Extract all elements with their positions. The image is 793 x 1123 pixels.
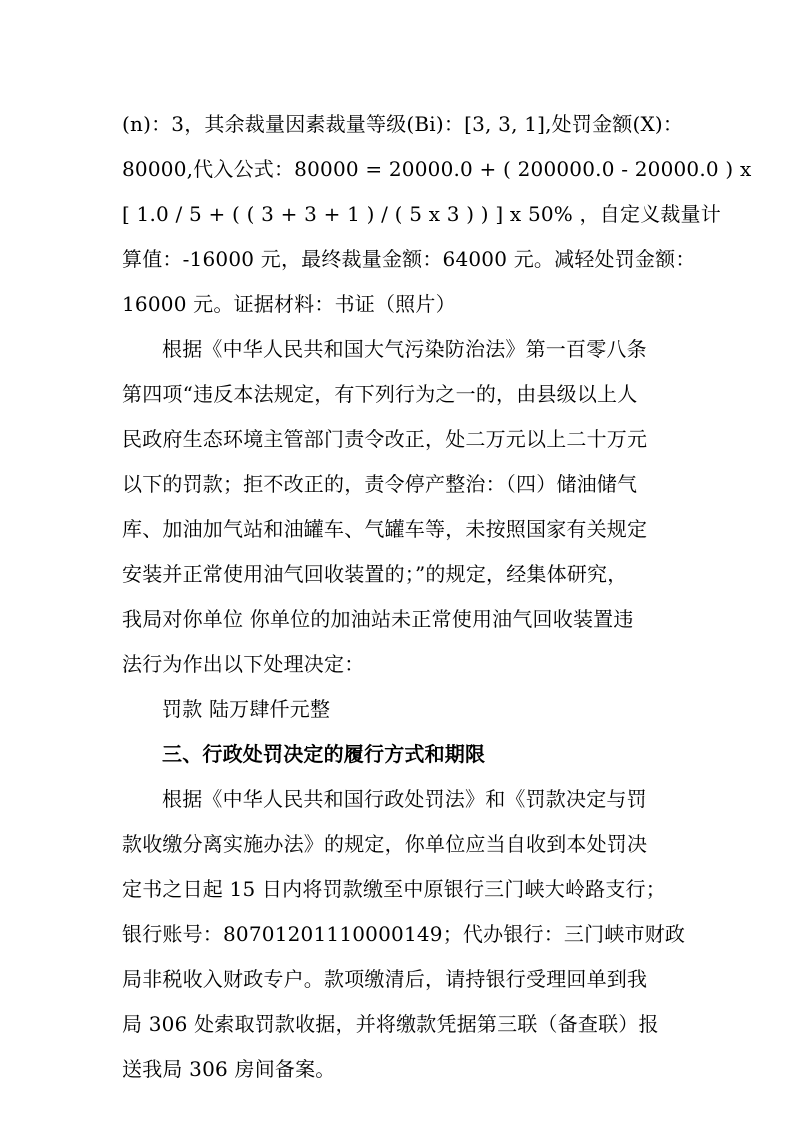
text-line: 算值：-16000 元，最终裁量金额：64000 元。减轻处罚金额： — [122, 247, 696, 271]
text-line: 局 306 处索取罚款收据，并将缴款凭据第三联（备查联）报 — [122, 1012, 659, 1036]
text-line: (n)：3，其余裁量因素裁量等级(Bi)：[3, 3, 1],处罚金额(X)： — [122, 112, 684, 136]
paragraph-start-line: 根据《中华人民共和国行政处罚法》和《罚款决定与罚 — [162, 787, 647, 811]
penalty-amount-line: 罚款 陆万肆仟元整 — [162, 697, 331, 721]
text-line: 80000,代入公式：80000 = 20000.0 + ( 200000.0 - 20000.0 ) x — [122, 157, 752, 181]
text-line: 银行账号：80701201110000149；代办银行：三门峡市财政 — [122, 922, 686, 946]
text-line: 法行为作出以下处理决定： — [122, 652, 365, 676]
text-line: 局非税收入财政专户。款项缴清后，请持银行受理回单到我 — [122, 967, 648, 991]
text-line: 第四项“违反本法规定，有下列行为之一的，由县级以上人 — [122, 382, 638, 406]
text-line: 款收缴分离实施办法》的规定，你单位应当自收到本处罚决 — [122, 832, 648, 856]
text-line: 民政府生态环境主管部门责令改正，处二万元以上二十万元 — [122, 427, 648, 451]
paragraph-start-line: 根据《中华人民共和国大气污染防治法》第一百零八条 — [162, 337, 647, 361]
text-line: [ 1.0 / 5 + ( ( 3 + 3 + 1 ) / ( 5 x 3 ) ) ] x 50% ，自定义裁量计 — [122, 202, 721, 226]
text-line: 安装并正常使用油气回收装置的；”的规定，经集体研究， — [122, 562, 628, 586]
text-line: 定书之日起 15 日内将罚款缴至中原银行三门峡大岭路支行； — [122, 877, 666, 901]
section-heading: 三、行政处罚决定的履行方式和期限 — [162, 742, 486, 766]
text-line: 16000 元。证据材料：书证（照片） — [122, 292, 456, 316]
text-line: 以下的罚款；拒不改正的，责令停产整治：（四）储油储气 — [122, 472, 638, 496]
text-line: 我局对你单位 你单位的加油站未正常使用油气回收装置违 — [122, 607, 634, 631]
text-line: 送我局 306 房间备案。 — [122, 1057, 336, 1081]
text-line: 库、加油加气站和油罐车、气罐车等，未按照国家有关规定 — [122, 517, 648, 541]
